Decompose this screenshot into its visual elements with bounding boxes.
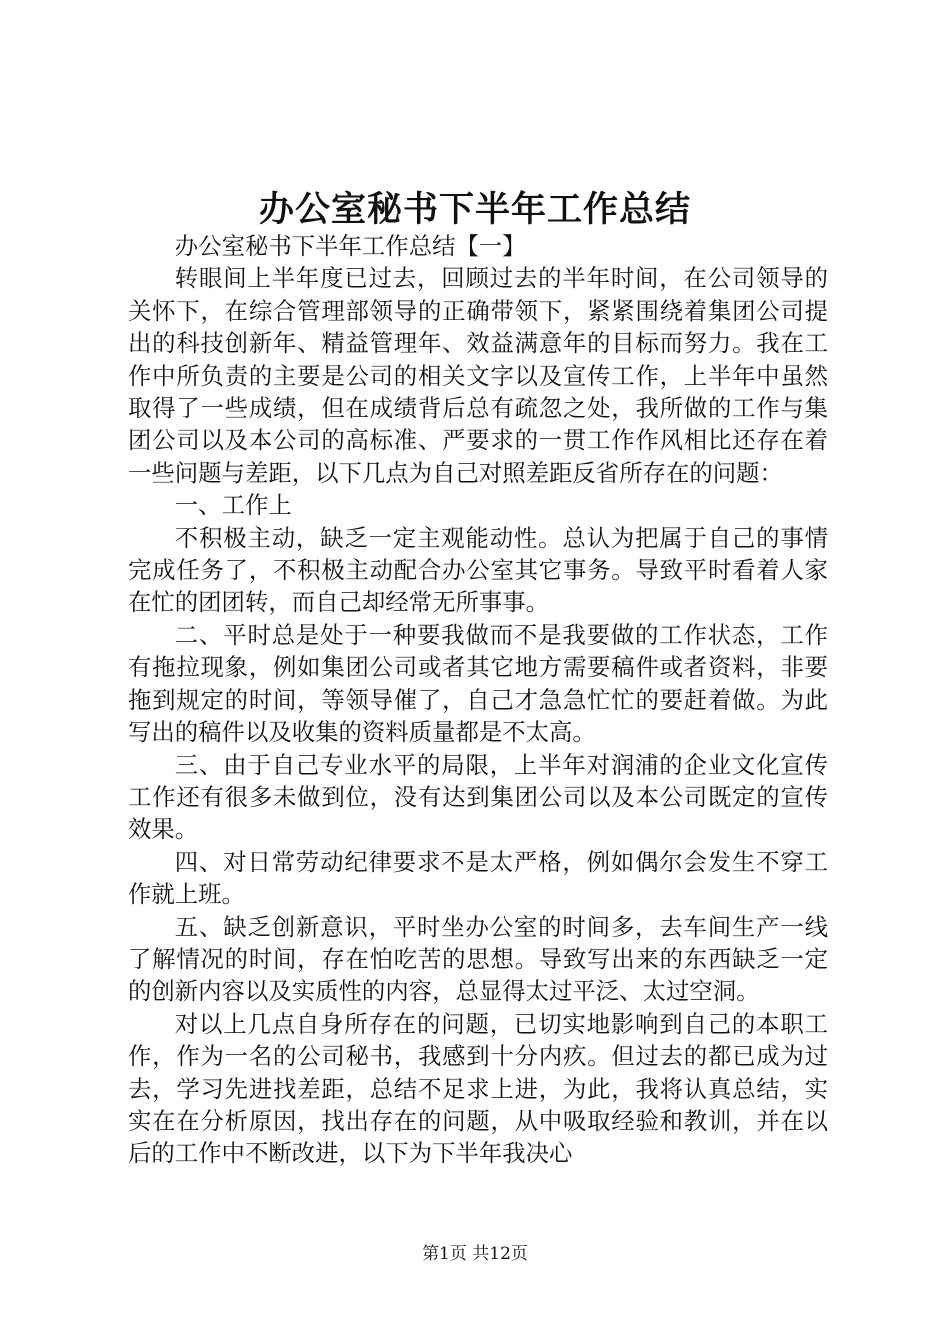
paragraph-5: 五、缺乏创新意识，平时坐办公室的时间多，去车间生产一线了解情况的时间，存在怕吃苦的思想。导致写出来的东西缺乏一定的创新内容以及实质性的内容，总显得太过平泛、太过空洞。: [128, 912, 828, 1006]
paragraph-intro: 转眼间上半年度已过去，回顾过去的半年时间，在公司领导的关怀下，在综合管理部领导的正确带领下，紧紧围绕着集团公司提出的科技创新年、精益管理年、效益满意年的目标而努力。我在工作中所负责的主要是公司的相关文字以及宣传工作，上半年中虽然取得了一些成绩，但在成绩背后总有疏忽之处，我所做的工作与集团公司以及本公司的高标准、严要求的一贯工作作风相比还存在着一些问题与差距，以下几点为自己对照差距反省所存在的问题：: [128, 264, 828, 487]
page-footer: 第1页 共12页: [422, 1244, 528, 1264]
paragraph-heading-work: 一、工作上: [174, 491, 292, 520]
paragraph-4: 四、对日常劳动纪律要求不是太严格，例如偶尔会发生不穿工作就上班。: [128, 847, 828, 909]
paragraph-1: 不积极主动，缺乏一定主观能动性。总认为把属于自己的事情完成任务了，不积极主动配合办公室其它事务。导致平时看着人家在忙的团团转，而自己却经常无所事事。: [128, 523, 828, 617]
document-title: 办公室秘书下半年工作总结: [258, 189, 691, 230]
paragraph-2: 二、平时总是处于一种要我做而不是我要做的工作状态，工作有拖拉现象，例如集团公司或者其它地方需要稿件或者资料，非要拖到规定的时间，等领导催了，自己才急急忙忙的要赶着做。为此写出的稿件以及收集的资料质量都是不太高。: [128, 620, 828, 747]
section-heading: 办公室秘书下半年工作总结【一】: [174, 232, 526, 260]
paragraph-3: 三、由于自己专业水平的局限，上半年对润浦的企业文化宣传工作还有很多未做到位，没有达到集团公司以及本公司既定的宣传效果。: [128, 750, 828, 844]
paragraph-conclusion: 对以上几点自身所存在的问题，已切实地影响到自己的本职工作，作为一名的公司秘书，我感到十分内疚。但过去的都已成为过去，学习先进找差距，总结不足求上进，为此，我将认真总结，实实在在分析原因，找出存在的问题，从中吸取经验和教训，并在以后的工作中不断改进，以下为下半年我决心: [128, 1009, 828, 1168]
document-body: [128, 230, 828, 1170]
